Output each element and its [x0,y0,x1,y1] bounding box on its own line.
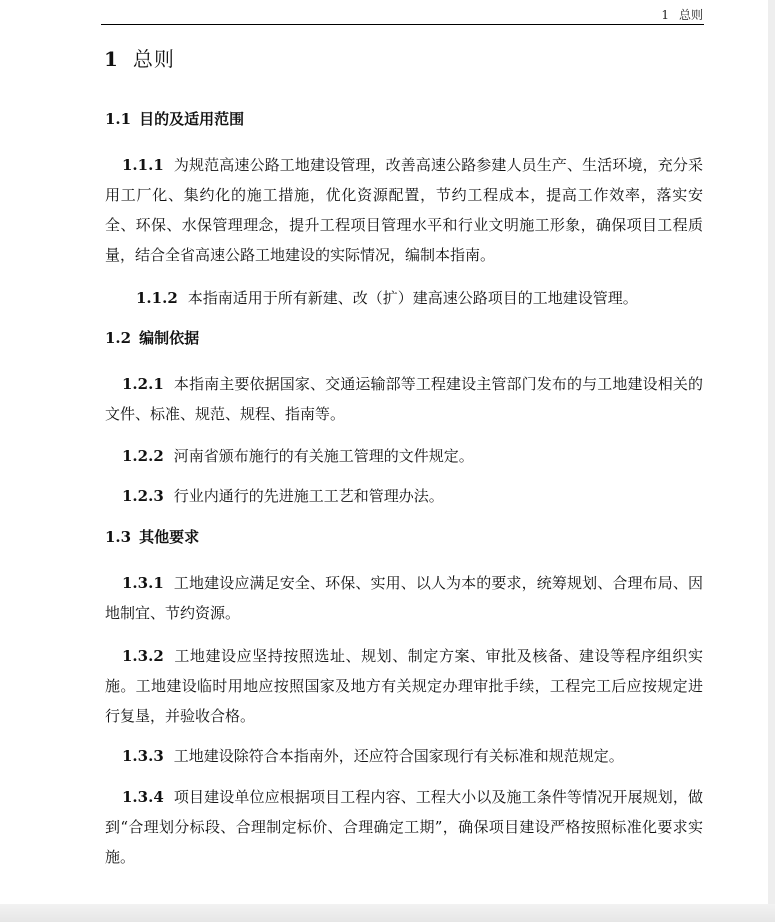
clause-text: 本指南适用于所有新建、改（扩）建高速公路项目的工地建设管理。 [187,289,638,307]
chapter-title-text: 总则 [132,47,175,71]
clause-text: 工地建设除符合本指南外，还应符合国家现行有关标准和规范规定。 [173,747,624,765]
running-header [105,6,703,24]
section-heading [105,526,199,548]
clause-number: 1.2.2 [122,447,164,465]
clause-text: 工地建设应坚持按照选址、规划、制定方案、审批及核备、建设等程序组织实施。工地建设临时用地应按照国家及地方有关规定办理审批手续，工程完工后应按规定进行复垦，并验收合格。 [105,647,703,725]
clause-number: 1.1.1 [122,156,164,174]
paragraph [105,782,703,872]
section-number: 1.1 [105,110,132,128]
paragraph [105,481,703,511]
clause-text: 工地建设应满足安全、环保、实用、以人为本的要求，统筹规划、合理布局、因地制宜、节约资源。 [105,574,703,622]
clause-number: 1.2.1 [122,375,164,393]
paragraph [105,741,703,771]
paragraph [105,641,703,731]
paragraph [105,150,703,270]
clause-text: 项目建设单位应根据项目工程内容、工程大小以及施工条件等情况开展规划，做到“合理划分标段、合理制定标价、合理确定工期”，确保项目建设严格按照标准化要求实施。 [105,788,703,866]
clause-text: 行业内通行的先进施工工艺和管理办法。 [173,487,444,505]
section-title: 目的及适用范围 [139,110,245,128]
section-heading [105,108,244,130]
section-heading [105,327,199,349]
paragraph [105,441,703,471]
clause-text: 本指南主要依据国家、交通运输部等工程建设主管部门发布的与工地建设相关的文件、标准、规范、规程、指南等。 [105,375,703,423]
section-number: 1.2 [105,329,132,347]
clause-number: 1.2.3 [122,487,164,505]
page-right-edge [768,0,775,922]
section-title: 其他要求 [139,528,200,546]
paragraph [105,568,703,628]
clause-number: 1.3.1 [122,574,164,592]
section-title: 编制依据 [139,329,200,347]
chapter-title [104,44,175,74]
clause-text: 为规范高速公路工地建设管理，改善高速公路参建人员生产、生活环境，充分采用工厂化、集约化的施工措施，优化资源配置，节约工程成本，提高工作效率，落实安全、环保、水保管理理念，提升工程项目管理水平和行业文明施工形象，确保项目工程质量，结合全省高速公路工地建设的实际情况，编制本指南。 [105,156,703,264]
header-rule [101,24,704,25]
section-number: 1.3 [105,528,132,546]
clause-number: 1.3.2 [122,647,164,665]
paragraph [105,369,703,429]
paragraph [136,283,703,313]
running-header-number: 1 [661,8,669,22]
clause-number: 1.3.4 [122,788,164,806]
clause-number: 1.1.2 [136,289,178,307]
clause-text: 河南省颁布施行的有关施工管理的文件规定。 [173,447,474,465]
running-header-title: 总则 [678,8,703,22]
clause-number: 1.3.3 [122,747,164,765]
chapter-number: 1 [104,47,119,71]
page-bottom-edge [0,904,775,922]
